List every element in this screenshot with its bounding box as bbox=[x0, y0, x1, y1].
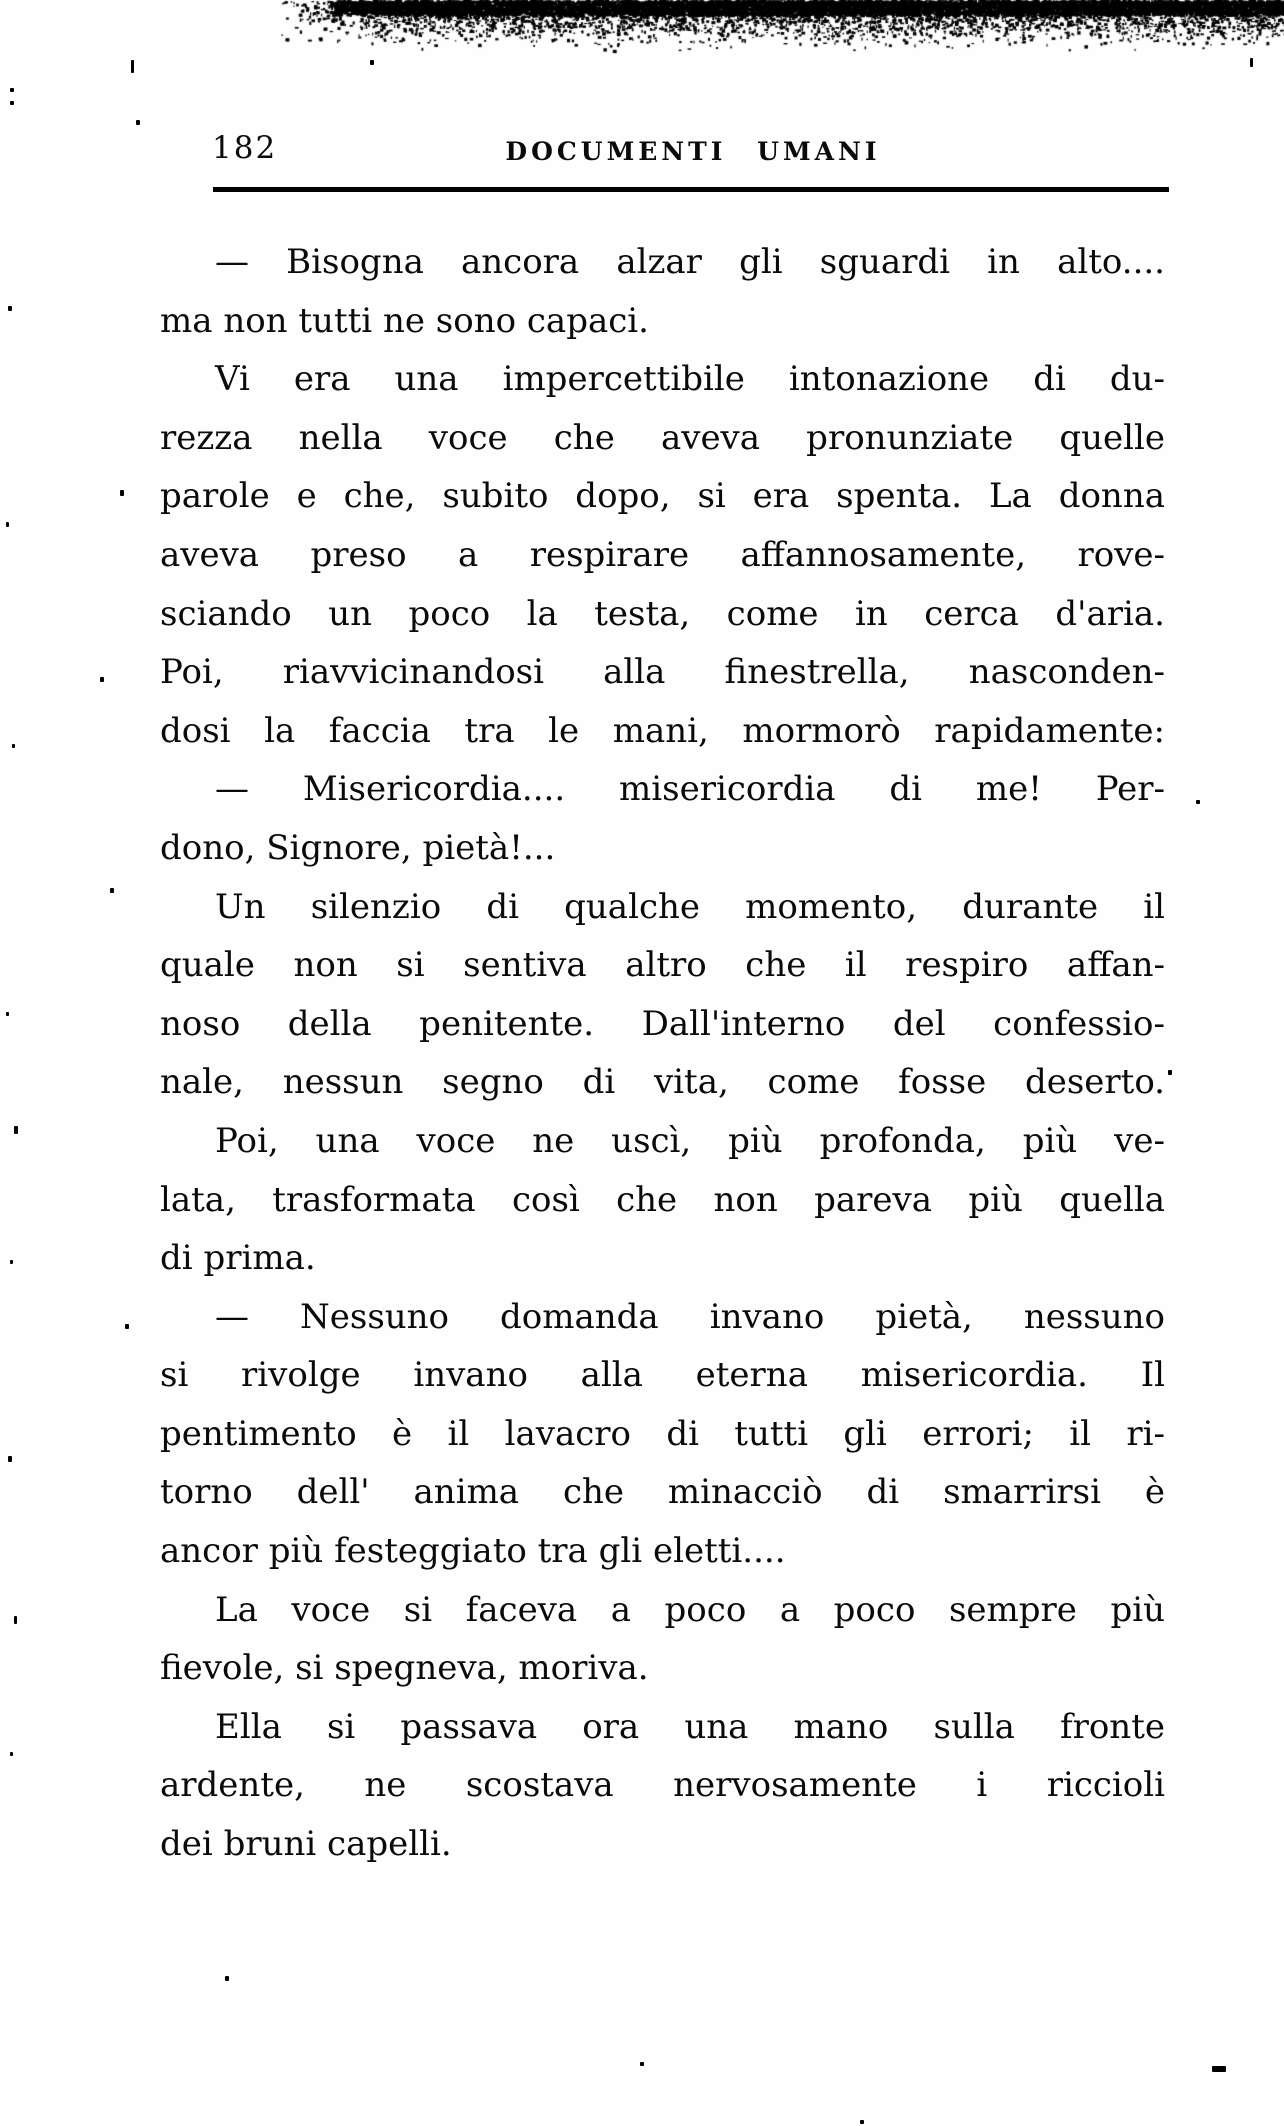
text-line: lata, trasformata così che non pareva più quella bbox=[160, 1179, 1165, 1220]
scan-speck bbox=[14, 1616, 17, 1624]
scan-speck bbox=[370, 60, 374, 65]
text-line: torno dell' anima che minacciò di smarrirsi è bbox=[160, 1472, 1165, 1513]
text-line: ma non tutti ne sono capaci. bbox=[160, 300, 649, 341]
text-line: Ella si passava ora una mano sulla fronte bbox=[215, 1706, 1165, 1747]
scan-speck bbox=[8, 1456, 12, 1462]
text-line: dei bruni capelli. bbox=[160, 1824, 452, 1865]
scan-speck bbox=[125, 1324, 129, 1329]
scan-speck bbox=[136, 120, 140, 125]
text-line: noso della penitente. Dall'interno del confessio- bbox=[160, 1003, 1165, 1044]
text-line: pentimento è il lavacro di tutti gli errori; il ri- bbox=[160, 1413, 1165, 1454]
scan-speck bbox=[6, 1012, 9, 1016]
scan-noise-band bbox=[0, 0, 1284, 90]
scan-speck bbox=[1196, 800, 1200, 804]
text-line: quale non si sentiva altro che il respiro affan- bbox=[160, 945, 1165, 986]
text-line: — Bisogna ancora alzar gli sguardi in alto.... bbox=[215, 242, 1165, 282]
text-line: Vi era una impercettibile intonazione di du- bbox=[215, 359, 1165, 400]
text-line: si rivolge invano alla eterna misericordia. Il bbox=[160, 1355, 1165, 1396]
scan-speck bbox=[1250, 58, 1253, 67]
text-line: ancor più festeggiato tra gli eletti.... bbox=[160, 1531, 786, 1572]
text-line: Poi, una voce ne uscì, più profonda, più ve- bbox=[215, 1120, 1165, 1161]
text-line: — Nessuno domanda invano pietà, nessuno bbox=[215, 1296, 1165, 1337]
scan-speck bbox=[131, 60, 134, 73]
text-line: sciando un poco la testa, come in cerca d'aria. bbox=[160, 593, 1165, 634]
text-line: rezza nella voce che aveva pronunziate quelle bbox=[160, 417, 1165, 458]
header-rule bbox=[213, 187, 1169, 192]
page-number: 182 bbox=[212, 130, 278, 166]
text-line: di prima. bbox=[160, 1238, 316, 1279]
text-line: ardente, ne scostava nervosamente i riccioli bbox=[160, 1765, 1165, 1806]
scan-speck bbox=[12, 744, 15, 748]
text-line: parole e che, subito dopo, si era spenta. La donna bbox=[160, 476, 1165, 517]
text-line: fievole, si spegneva, moriva. bbox=[160, 1648, 649, 1689]
scan-speck bbox=[1212, 2066, 1226, 2072]
text-line: — Misericordia.... misericordia di me! Per- bbox=[215, 769, 1165, 810]
text-line: Un silenzio di qualche momento, durante il bbox=[215, 886, 1165, 927]
text-line: nale, nessun segno di vita, come fosse deserto. bbox=[160, 1062, 1165, 1103]
scan-speck bbox=[10, 1260, 13, 1264]
text-line: La voce si faceva a poco a poco sempre più bbox=[215, 1589, 1165, 1630]
scan-speck bbox=[225, 1976, 229, 1981]
scan-speck bbox=[110, 888, 114, 893]
scan-speck bbox=[14, 1126, 18, 1134]
scan-speck bbox=[10, 1752, 13, 1756]
text-line: aveva preso a respirare affannosamente, rove- bbox=[160, 534, 1165, 575]
scan-speck bbox=[860, 2120, 864, 2124]
running-title: DOCUMENTI UMANI bbox=[505, 137, 881, 166]
text-line: dono, Signore, pietà!... bbox=[160, 827, 556, 868]
scan-speck bbox=[10, 101, 14, 105]
scan-speck bbox=[8, 306, 12, 311]
scan-speck bbox=[640, 2062, 644, 2066]
scan-speck bbox=[1168, 1070, 1172, 1075]
text-line: dosi la faccia tra le mani, mormorò rapidamente: bbox=[160, 710, 1165, 751]
scan-speck bbox=[10, 88, 14, 92]
text-line: Poi, riavvicinandosi alla finestrella, nasconden- bbox=[160, 652, 1165, 693]
scan-speck bbox=[120, 490, 124, 496]
scan-speck bbox=[6, 522, 9, 527]
scan-speck bbox=[100, 677, 104, 682]
page-text bbox=[160, 233, 1165, 1874]
